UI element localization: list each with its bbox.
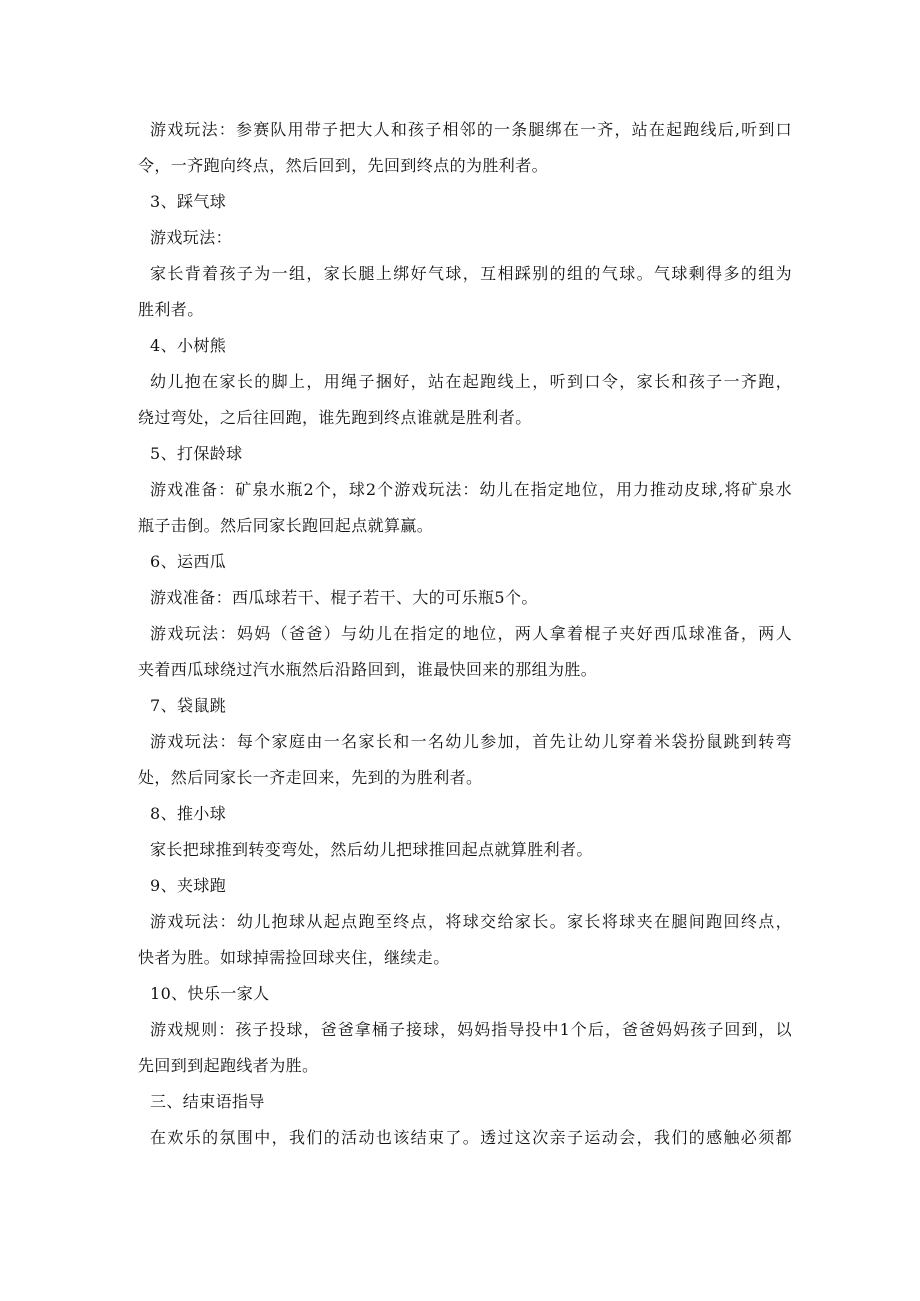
section-heading: 9、夹球跑: [150, 876, 227, 895]
section-heading: 7、袋鼠跳: [150, 696, 227, 715]
paragraph-line: 在欢乐的氛围中，我们的活动也该结束了。透过这次亲子运动会，我们的感触必须都: [150, 1128, 792, 1147]
paragraph-line: 游戏玩法：妈妈（爸爸）与幼儿在指定的地位，两人拿着棍子夹好西瓜球准备，两人: [150, 624, 792, 643]
paragraph-line: 游戏玩法：: [150, 228, 233, 247]
section-heading: 8、推小球: [150, 804, 227, 823]
paragraph-line: 游戏玩法：每个家庭由一名家长和一名幼儿参加，首先让幼儿穿着米袋扮鼠跳到转弯: [150, 732, 792, 751]
paragraph-line: 游戏准备：西瓜球若干、棍子若干、大的可乐瓶5个。: [150, 588, 538, 607]
paragraph-line: 游戏玩法：参赛队用带子把大人和孩子相邻的一条腿绑在一齐，站在起跑线后,听到口: [150, 120, 792, 139]
section-heading: 5、打保龄球: [150, 444, 243, 463]
paragraph-line: 瓶子击倒。然后同家长跑回起点就算赢。: [138, 516, 434, 535]
section-heading: 6、运西瓜: [150, 552, 227, 571]
paragraph-line: 家长背着孩子为一组，家长腿上绑好气球，互相踩别的组的气球。气球剩得多的组为: [150, 264, 792, 283]
paragraph-line: 令，一齐跑向终点，然后回到，先回到终点的为胜利者。: [138, 156, 549, 175]
section-heading: 4、小树熊: [150, 336, 227, 355]
section-heading: 三、结束语指导: [150, 1092, 265, 1111]
paragraph-line: 先回到到起跑线者为胜。: [138, 1056, 319, 1075]
paragraph-line: 游戏玩法：幼儿抱球从起点跑至终点，将球交给家长。家长将球夹在腿间跑回终点，: [150, 912, 792, 931]
paragraph-line: 胜利者。: [138, 300, 204, 319]
paragraph-line: 绕过弯处，之后往回跑，谁先跑到终点谁就是胜利者。: [138, 408, 532, 427]
section-heading: 10、快乐一家人: [150, 984, 270, 1003]
paragraph-line: 幼儿抱在家长的脚上，用绳子捆好，站在起跑线上，听到口令，家长和孩子一齐跑，: [150, 372, 792, 391]
paragraph-line: 夹着西瓜球绕过汽水瓶然后沿路回到，谁最快回来的那组为胜。: [138, 660, 598, 679]
paragraph-line: 处，然后同家长一齐走回来，先到的为胜利者。: [138, 768, 483, 787]
section-heading: 3、踩气球: [150, 192, 227, 211]
paragraph-line: 家长把球推到转变弯处，然后幼儿把球推回起点就算胜利者。: [150, 840, 593, 859]
paragraph-line: 游戏规则：孩子投球，爸爸拿桶子接球，妈妈指导投中1个后，爸爸妈妈孩子回到，以: [150, 1020, 792, 1039]
paragraph-line: 快者为胜。如球掉需捡回球夹住，继续走。: [138, 948, 450, 967]
paragraph-line: 游戏准备：矿泉水瓶2个，球2个游戏玩法：幼儿在指定地位，用力推动皮球,将矿泉水: [150, 480, 792, 499]
